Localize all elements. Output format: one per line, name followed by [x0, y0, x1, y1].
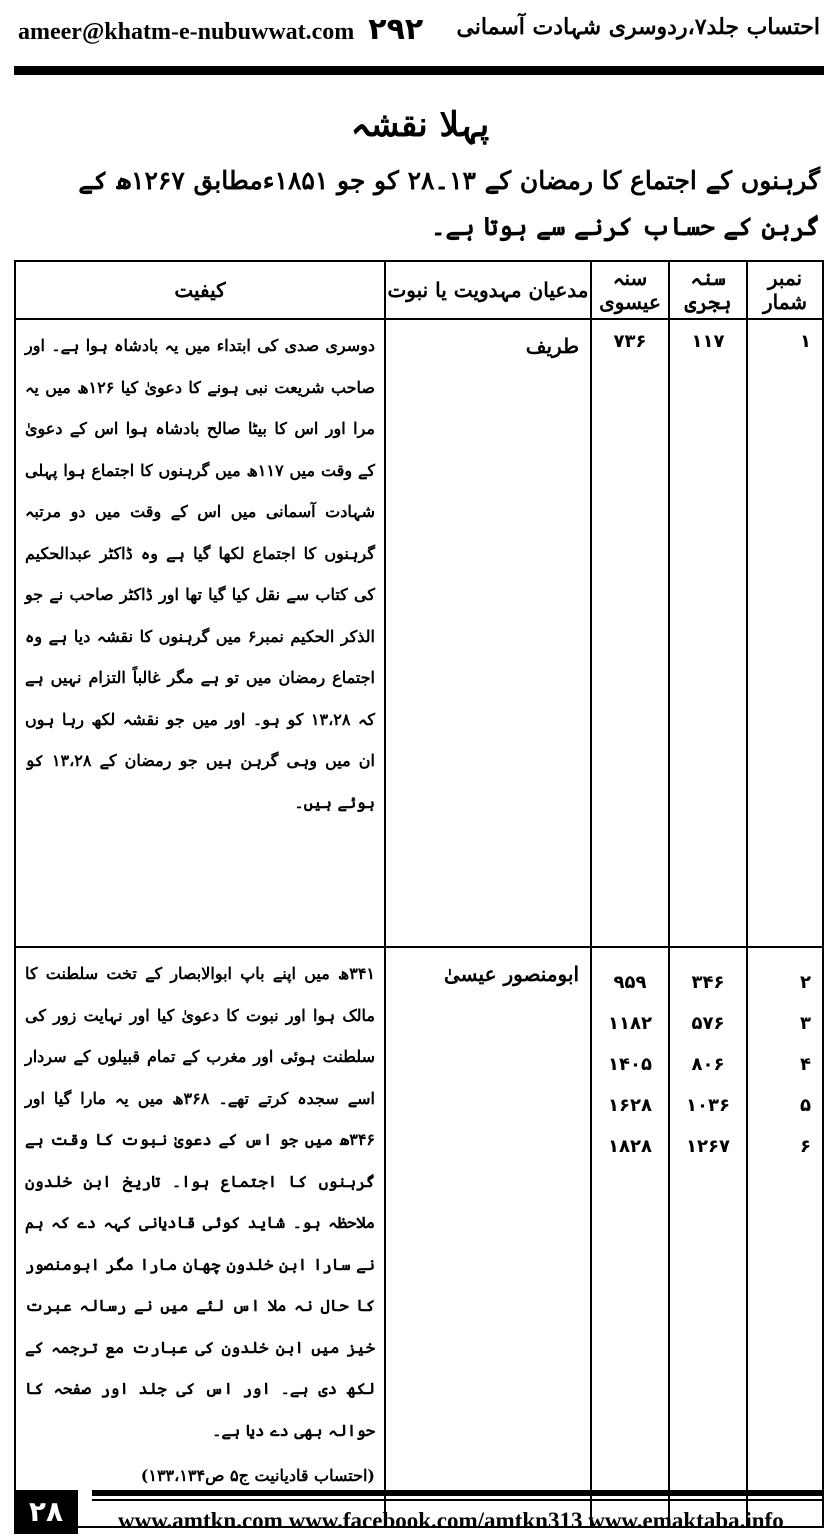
table-caption: گرہنوں کے اجتماع کا رمضان کے ۱۳۔۲۸ کو جو ۱۸۵۱ءمطابق ۱۲۶۷ھ کے گرہن کے حساب کرنے سے ہوتا ہے۔: [78, 166, 820, 241]
claimant-cell: [385, 319, 591, 947]
serial-cell: [747, 947, 823, 1527]
gregorian-value: ۱۶۲۸: [608, 1095, 652, 1116]
footer-urls: www.amtkn.com www.facebook.com/amtkn313 www.emaktaba.info: [118, 1508, 784, 1533]
hijri-value: ۳۴۶: [691, 972, 725, 993]
header-claimant: مدعیان مہدویت یا نبوت: [385, 261, 591, 319]
header-remarks: کیفیت: [15, 261, 385, 319]
serial-value: ۶: [800, 1136, 811, 1157]
footer-page-number: ۲۸: [14, 1490, 78, 1534]
table-row: [15, 319, 823, 947]
remarks-cell: [15, 947, 385, 1527]
table-header-row: [15, 261, 823, 319]
hijri-value: ۱۱۷: [691, 331, 725, 352]
gregorian-value: ۱۸۲۸: [608, 1136, 652, 1157]
footer-rule-thin: [92, 1499, 824, 1501]
page-title: پہلا نقشہ: [350, 105, 490, 145]
gregorian-cell: [591, 947, 669, 1527]
claimant-name: طریف: [525, 334, 579, 358]
remarks-cell: [15, 319, 385, 947]
hijri-cell: [669, 319, 747, 947]
claimant-cell: [385, 947, 591, 1527]
gregorian-value: ۱۴۰۵: [608, 1054, 652, 1075]
serial-value: ۳: [800, 1013, 811, 1034]
remarks-text: ۳۴۱ھ میں اپنے باپ ابوالابصار کے تخت سلطنت کا مالک ہوا اور نبوت کا دعویٰ کیا اور نہایت زور کی سلطنت ہوئی اور مغرب کے تمام قبیلوں کے سردار اسے سجدہ کرتے تھے۔ ۳۶۸ھ میں یہ مارا گیا اور ۳۴۶ھ میں جو اس کے دعویٰ نبوت کا وقت ہے گرہنوں کا اجتماع ہوا۔ تاریخ ابن خلدون ملاحظہ ہو۔ شاید کوئی قادیانی کہہ دے کہ ہم نے سارا ابن خلدون چھان مارا مگر ابومنصور کا حال نہ ملا اس لئے میں نے رسالہ عبرت خیز میں ابن خلدون کی عبارت مع ترجمہ کے لکھ دی ہے۔ اور اس کی جلد اور صفحہ کا حوالہ بھی دے دیا ہے۔: [25, 964, 375, 1440]
serial-value: ۴: [800, 1054, 811, 1075]
page-header-left: [18, 12, 423, 47]
serial-value: ۱: [800, 331, 811, 352]
remarks-text: دوسری صدی کی ابتداء میں یہ بادشاہ ہوا ہے۔ اور صاحب شریعت نبی ہونے کا دعویٰ کیا ۱۲۶ھ میں یہ مرا اور اس کا بیٹا صالح بادشاہ ہوا اس کے دعویٰ کے وقت میں ۱۱۷ھ میں گرہنوں کا اجتماع ہوا پہلی شہادت آسمانی میں اس کے وقت میں دو مرتبہ گرہنوں کا اجتماع لکھا گیا ہے وہ ڈاکٹر عبدالحکیم کی کتاب سے نقل کیا گیا تھا اور ڈاکٹر صاحب نے جو الذکر الحکیم نمبر۶ میں گرہنوں کا نقشہ دیا ہے وہ اجتماع رمضان میں تو ہے مگر غالباً التزام نہیں ہے کہ ۱۳،۲۸ کو ہو۔ اور میں جو نقشہ لکھ رہا ہوں ان میں وہی گرہن ہیں جو رمضان کے ۱۳،۲۸ کو ہوئے ہیں۔: [25, 336, 376, 812]
hijri-cell: [669, 947, 747, 1527]
serial-cell: [747, 319, 823, 947]
header-serial: نمبر شمار: [747, 261, 823, 319]
hijri-value: ۵۷۶: [691, 1013, 725, 1034]
citation: (احتساب قادیانیت ج۵ ص۱۳۳،۱۳۴): [140, 1466, 375, 1485]
hijri-value: ۱۰۳۶: [686, 1095, 730, 1116]
serial-value: ۲: [800, 972, 811, 993]
serial-value: ۵: [800, 1095, 811, 1116]
gregorian-cell: [591, 319, 669, 947]
hijri-value: ۸۰۶: [691, 1054, 725, 1075]
gregorian-value: ۷۳۶: [613, 331, 647, 352]
eclipse-table: [14, 260, 824, 1528]
hijri-value: ۱۲۶۷: [686, 1136, 730, 1157]
table-row: [15, 947, 823, 1527]
header-gregorian-year: سنہ عیسوی: [591, 261, 669, 319]
footer-rule: [92, 1490, 824, 1496]
header-email: ameer@khatm-e-nubuwwat.com: [18, 19, 355, 45]
header-hijri-year: سنہ ہجری: [669, 261, 747, 319]
header-book-title: احتساب جلد۷،ردوسری شہادت آسمانی: [456, 14, 820, 40]
claimant-name: ابومنصور عیسیٰ: [444, 962, 579, 986]
header-page-number: ۲۹۲: [368, 12, 424, 47]
gregorian-value: ۹۵۹: [613, 972, 647, 993]
header-rule: [14, 66, 824, 75]
gregorian-value: ۱۱۸۲: [608, 1013, 652, 1034]
